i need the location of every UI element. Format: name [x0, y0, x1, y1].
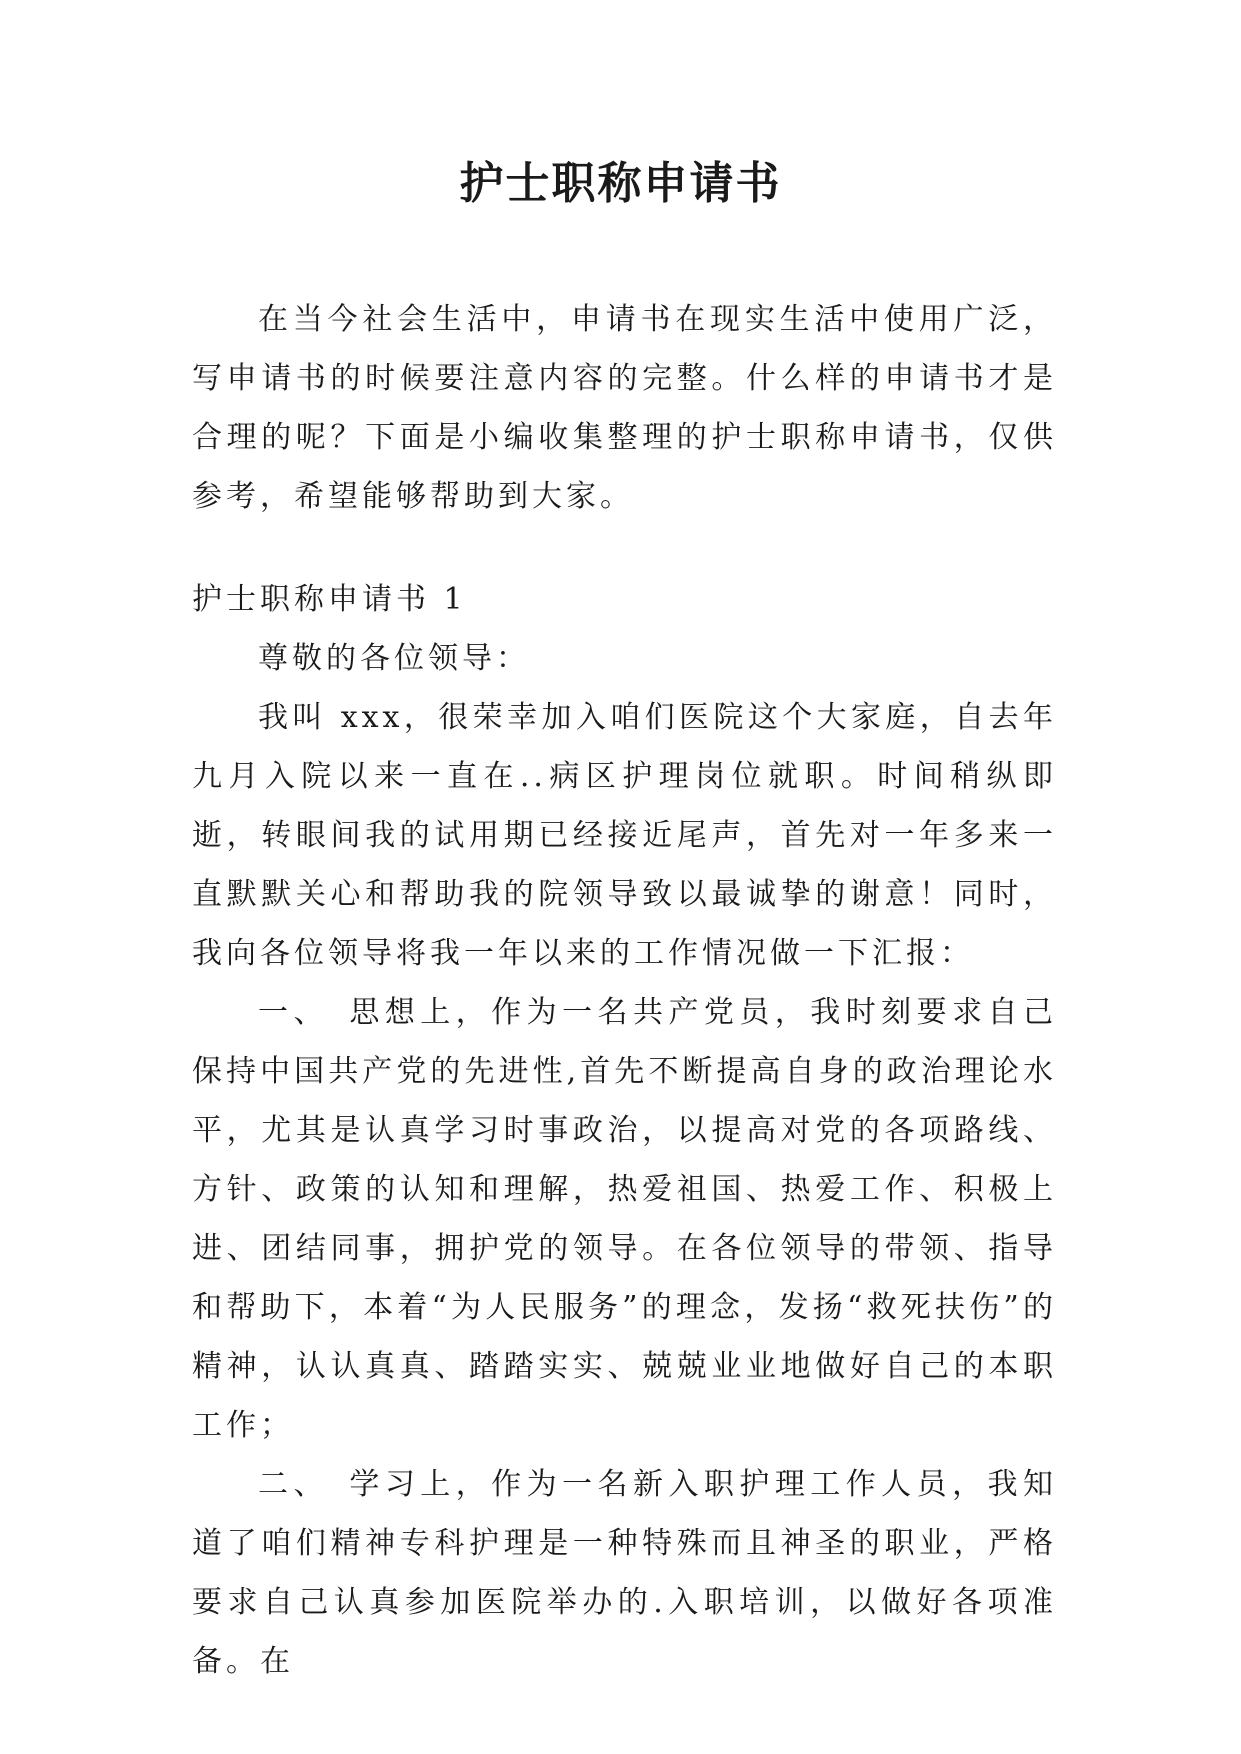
- body-paragraph: 一、 思想上，作为一名共产党员，我时刻要求自己保持中国共产党的先进性,首先不断提高自身的政治理论水平，尤其是认真学习时事政治，以提高对党的各项路线、方针、政策的认知和理解，热爱祖国、热爱工作、积极上进、团结同事，拥护党的领导。在各位领导的带领、指导和帮助下，本着“为人民服务”的理念，发扬“救死扶伤”的精神，认认真真、踏踏实实、兢兢业业地做好自己的本职工作；: [192, 995, 1057, 1443]
- body-paragraph: 我叫 xxx，很荣幸加入咱们医院这个大家庭，自去年九月入院以来一直在..病区护理岗位就职。时间稍纵即逝，转眼间我的试用期已经接近尾声，首先对一年多来一直默默关心和帮助我的院领导致以最诚挚的谢意！同时，我向各位领导将我一年以来的工作情况做一下汇报：: [192, 700, 1057, 971]
- section-spacer: [192, 526, 1057, 570]
- document-body: [192, 290, 1057, 1691]
- salutation: 尊敬的各位领导：: [258, 641, 530, 676]
- intro-paragraph: 在当今社会生活中，申请书在现实生活中使用广泛，写申请书的时候要注意内容的完整。什么样的申请书才是合理的呢？下面是小编收集整理的护士职称申请书，仅供参考，希望能够帮助到大家。: [192, 302, 1057, 514]
- section-heading: 护士职称申请书 1: [192, 582, 467, 617]
- document-title: 护士职称申请书: [459, 158, 782, 209]
- body-paragraph: 二、 学习上，作为一名新入职护理工作人员，我知道了咱们精神专科护理是一种特殊而且神圣的职业，严格要求自己认真参加医院举办的.入职培训，以做好各项准备。在: [192, 1467, 1057, 1679]
